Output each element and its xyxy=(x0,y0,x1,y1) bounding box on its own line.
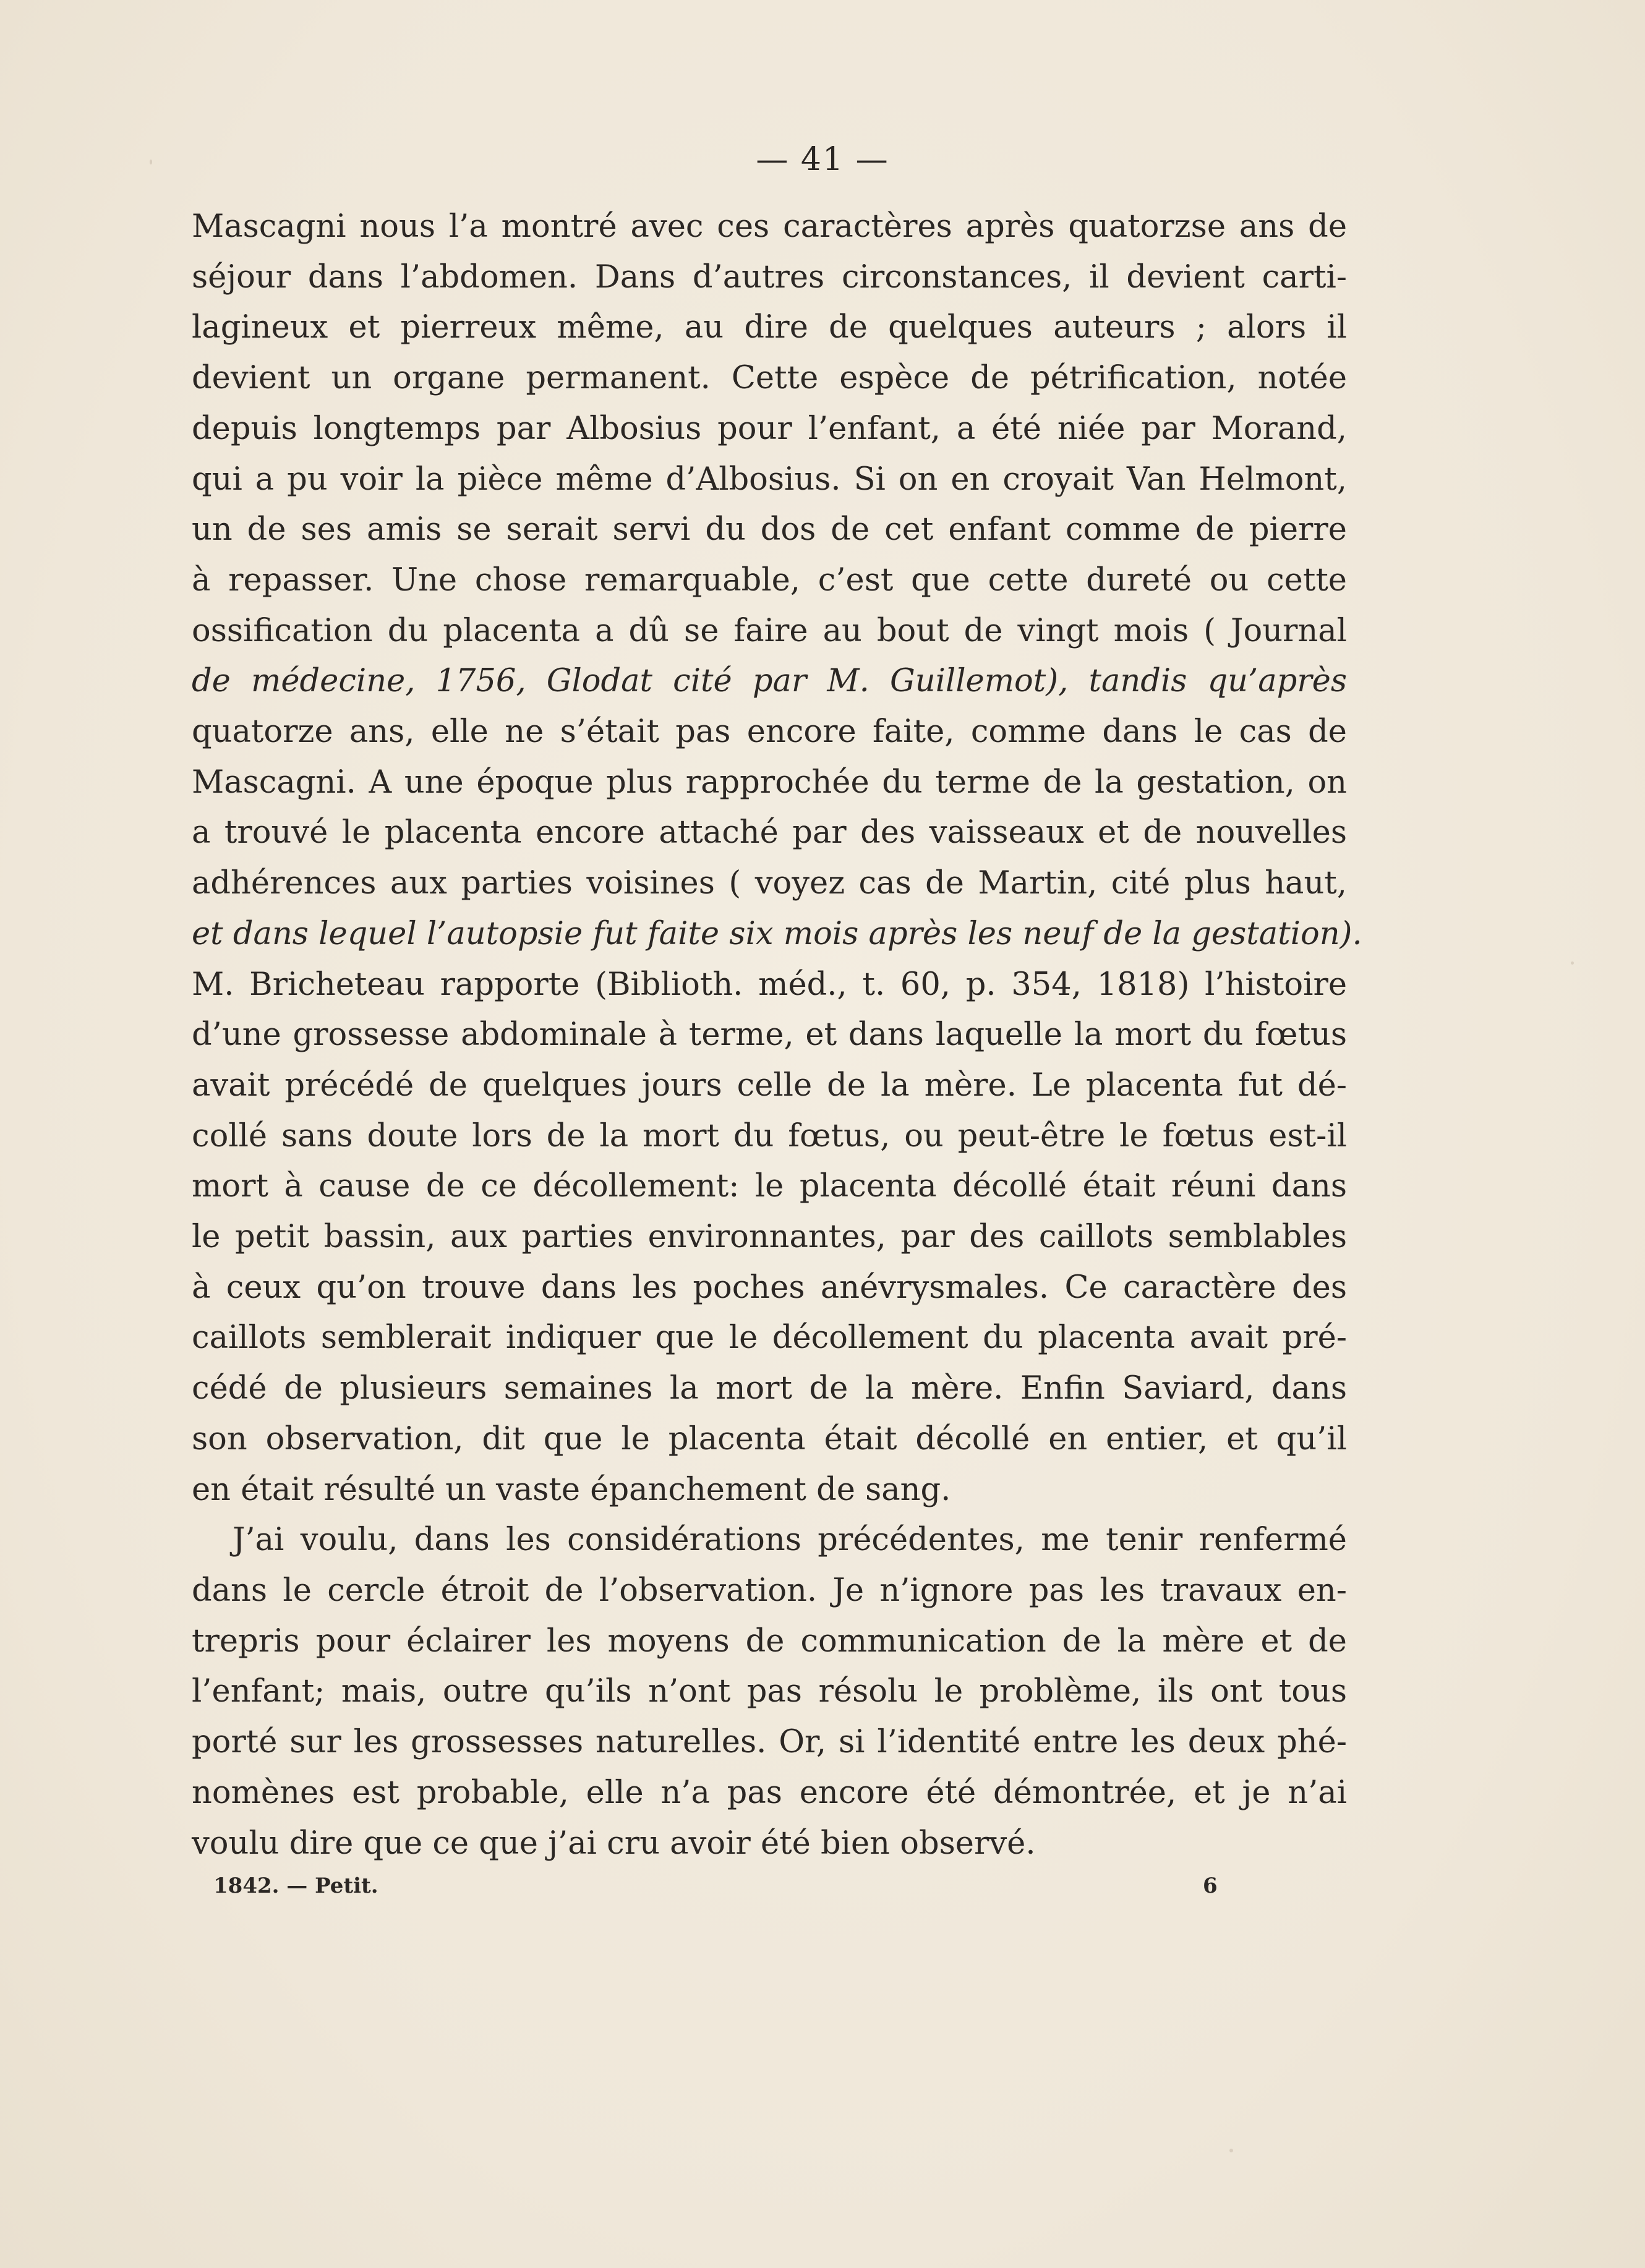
page-number: — 41 — xyxy=(756,141,889,178)
text-line: J’ai voulu, dans les considérations précédentes, me tenir renfermé xyxy=(233,1522,1347,1559)
text-line: caillots semblerait indiquer que le décollement du placenta avait pré- xyxy=(192,1319,1347,1357)
text-line: cédé de plusieurs semaines la mort de la mère. Enfin Saviard, dans xyxy=(192,1370,1347,1407)
text-line: mort à cause de ce décollement: le placenta décollé était réuni dans xyxy=(192,1168,1347,1205)
page-footer xyxy=(213,1874,1228,1911)
text-line: ossification du placenta a dû se faire au bout de vingt mois ( Journal xyxy=(192,612,1347,649)
signature-mark: 6 xyxy=(1203,1874,1218,1898)
text-line: l’enfant; mais, outre qu’ils n’ont pas résolu le problème, ils ont tous xyxy=(192,1673,1347,1710)
text-line: en était résulté un vaste épanchement de sang. xyxy=(192,1471,951,1508)
text-line: trepris pour éclairer les moyens de communication de la mère et de xyxy=(192,1622,1347,1660)
text-line: qui a pu voir la pièce même d’Albosius. Si on en croyait Van Helmont, xyxy=(192,461,1347,498)
paper-spot xyxy=(1571,961,1574,965)
text-line: à ceux qu’on trouve dans les poches anévrysmales. Ce caractère des xyxy=(192,1269,1347,1306)
text-line: devient un organe permanent. Cette espèce de pétrification, notée xyxy=(192,360,1347,397)
paper-spot xyxy=(1229,2149,1233,2152)
footer-imprint: 1842. — Petit. xyxy=(213,1874,378,1898)
text-line: porté sur les grossesses naturelles. Or, si l’identité entre les deux phé- xyxy=(192,1724,1347,1761)
text-line: et dans lequel l’autopsie fut faite six mois après les neuf de la gestation). xyxy=(192,915,1362,952)
text-line: son observation, dit que le placenta était décollé en entier, et qu’il xyxy=(192,1420,1347,1457)
body-text xyxy=(192,202,1362,1869)
text-line: dans le cercle étroit de l’observation. Je n’ignore pas les travaux en- xyxy=(192,1572,1347,1609)
text-line: un de ses amis se serait servi du dos de cet enfant comme de pierre xyxy=(192,511,1347,548)
text-line: quatorze ans, elle ne s’était pas encore faite, comme dans le cas de xyxy=(192,714,1347,751)
text-line: adhérences aux parties voisines ( voyez cas de Martin, cité plus haut, xyxy=(192,865,1347,902)
text-line: de médecine, 1756, Glodat cité par M. Guillemot), tandis qu’après xyxy=(192,663,1347,700)
text-line: voulu dire que ce que j’ai cru avoir été bien observé. xyxy=(192,1825,1036,1862)
text-line: M. Bricheteau rapporte (Biblioth. méd., t. 60, p. 354, 1818) l’histoire xyxy=(192,966,1347,1003)
text-line: avait précédé de quelques jours celle de la mère. Le placenta fut dé- xyxy=(192,1067,1347,1104)
text-line: lagineux et pierreux même, au dire de quelques auteurs ; alors il xyxy=(192,309,1347,346)
text-line: nomènes est probable, elle n’a pas encore été démontrée, et je n’ai xyxy=(192,1774,1347,1811)
text-line: Mascagni nous l’a montré avec ces caractères après quatorzse ans de xyxy=(192,208,1347,245)
text-line: a trouvé le placenta encore attaché par des vaisseaux et de nouvelles xyxy=(192,814,1347,851)
text-line: depuis longtemps par Albosius pour l’enfant, a été niée par Morand, xyxy=(192,410,1347,447)
text-line: à repasser. Une chose remarquable, c’est que cette dureté ou cette xyxy=(192,561,1347,599)
text-line: collé sans doute lors de la mort du fœtus, ou peut-être le fœtus est-il xyxy=(192,1117,1347,1154)
text-line: séjour dans l’abdomen. Dans d’autres circonstances, il devient carti- xyxy=(192,258,1347,296)
text-line: le petit bassin, aux parties environnantes, par des caillots semblables xyxy=(192,1219,1347,1256)
paper-spot xyxy=(150,160,152,164)
text-line: d’une grossesse abdominale à terme, et dans laquelle la mort du fœtus xyxy=(192,1017,1347,1054)
text-line: Mascagni. A une époque plus rapprochée du terme de la gestation, on xyxy=(192,764,1347,801)
